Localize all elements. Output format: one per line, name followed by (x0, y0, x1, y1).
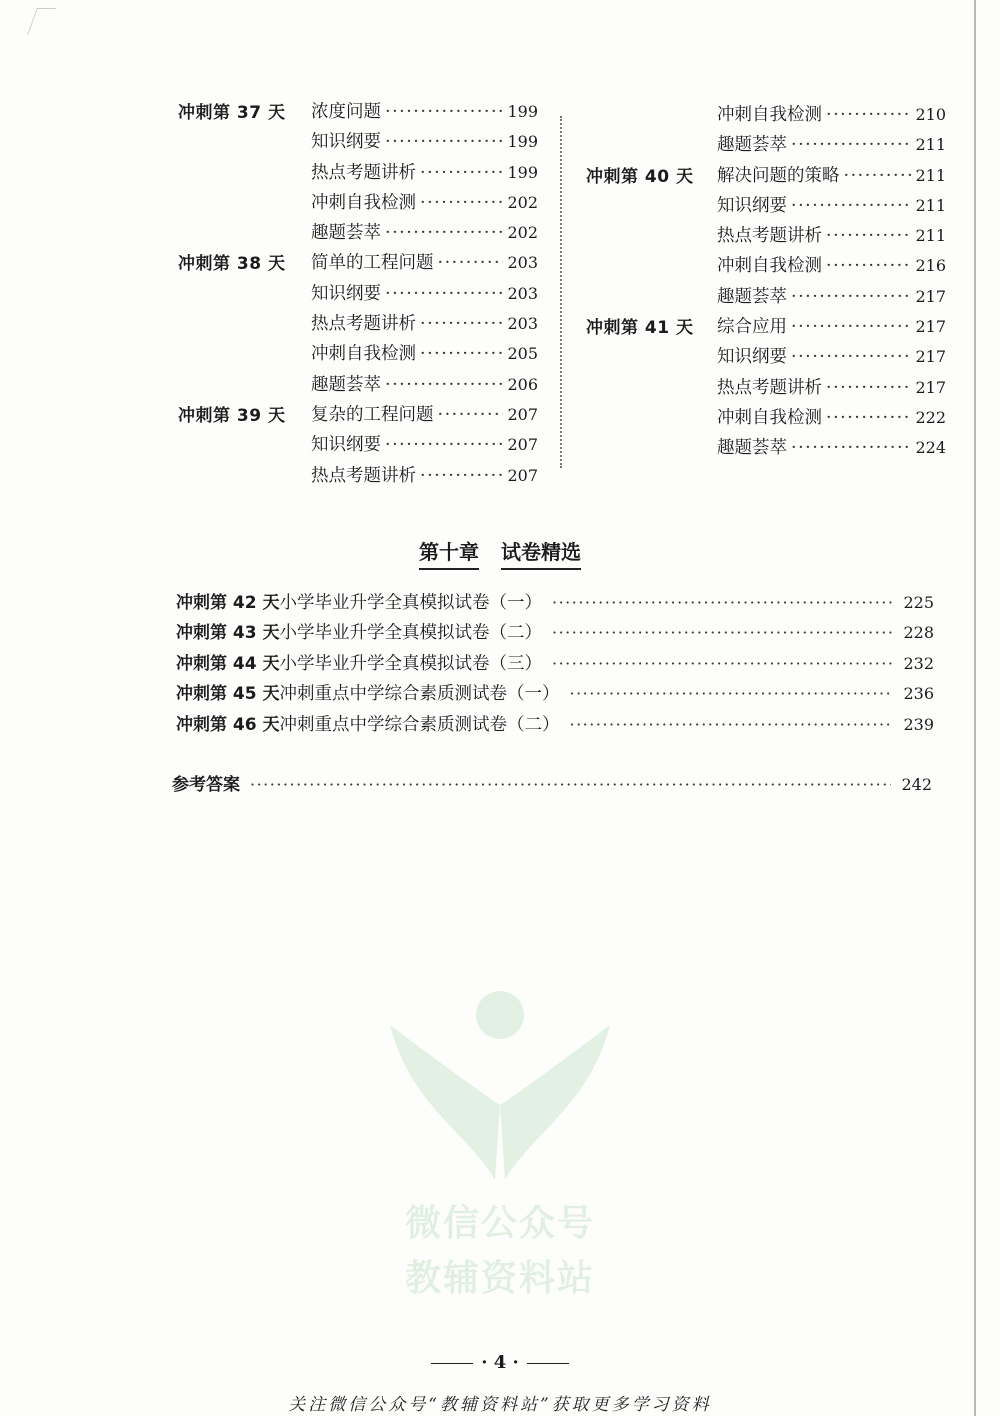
entry-title: 知识纲要 (717, 195, 787, 216)
exam-entry[interactable] (176, 710, 934, 740)
exam-title: 小学毕业升学全真模拟试卷（一） (279, 593, 542, 613)
toc-entry[interactable] (178, 310, 538, 340)
entry-page: 222 (915, 407, 946, 427)
toc-entry[interactable] (178, 371, 538, 401)
day-label: 冲刺第 38 天 (178, 254, 286, 275)
leader-dots (844, 166, 912, 186)
leader-dots (385, 223, 503, 243)
entry-title: 浓度问题 (311, 102, 381, 122)
day-label: 冲刺第 41 天 (586, 318, 694, 339)
toc-day-group (178, 249, 538, 400)
entry-page: 202 (507, 223, 538, 243)
leader-dots (791, 287, 911, 307)
toc-entry[interactable] (178, 219, 538, 249)
entry-title: 冲刺自我检测 (717, 256, 822, 277)
leader-dots (791, 347, 911, 367)
exam-entry[interactable] (176, 618, 934, 648)
entry-title: 简单的工程问题 (311, 253, 434, 274)
toc-entry[interactable] (586, 101, 946, 131)
toc-day-group (586, 101, 946, 162)
exam-entry[interactable] (176, 679, 934, 709)
leader-dots (570, 684, 894, 703)
entry-title: 趣题荟萃 (311, 374, 381, 395)
entry-page: 217 (915, 286, 946, 306)
leader-dots (826, 378, 911, 398)
toc-entry[interactable] (586, 283, 946, 313)
entry-title: 趣题荟萃 (717, 135, 787, 156)
entry-title: 热点考题讲析 (311, 162, 416, 183)
leader-dots (791, 196, 911, 216)
footer-note: 关注微信公众号“教辅资料站”获取更多学习资料 (288, 1395, 712, 1415)
leader-dots (826, 226, 911, 246)
toc-entry[interactable] (586, 222, 946, 252)
entry-page: 217 (915, 377, 946, 397)
entry-page: 217 (915, 347, 946, 367)
leader-dots (438, 253, 504, 273)
day-label: 冲刺第 42 天 (176, 593, 280, 613)
toc-day-group (586, 313, 946, 464)
day-label: 冲刺第 37 天 (178, 103, 286, 123)
toc-day-group (178, 401, 538, 492)
exam-page: 228 (903, 623, 934, 643)
day-label: 冲刺第 39 天 (178, 405, 286, 426)
entry-page: 199 (507, 102, 538, 121)
toc-entry[interactable] (586, 192, 946, 222)
watermark (370, 985, 630, 1315)
entry-title: 热点考题讲析 (311, 465, 416, 486)
watermark-line1: 微信公众号 (404, 1203, 595, 1244)
exam-title: 冲刺重点中学综合素质测试卷（二） (279, 714, 560, 735)
leader-dots (420, 344, 503, 364)
chapter-heading (0, 536, 1000, 570)
exam-title: 冲刺重点中学综合素质测试卷（一） (279, 684, 560, 705)
entry-page: 211 (915, 165, 946, 185)
sprout-logo-icon (370, 985, 630, 1185)
entry-title: 趣题荟萃 (717, 438, 787, 459)
entry-page: 216 (915, 256, 946, 276)
leader-dots (826, 256, 911, 276)
entry-title: 知识纲要 (311, 435, 381, 456)
entry-page: 203 (507, 283, 538, 303)
entry-title: 综合应用 (717, 317, 787, 338)
exam-list (176, 588, 934, 740)
leader-dots (791, 317, 911, 337)
toc-entry[interactable] (586, 404, 946, 434)
column-divider (560, 116, 562, 468)
entry-page: 211 (915, 195, 946, 215)
toc-right-column (586, 101, 946, 465)
leader-dots (552, 593, 893, 612)
answers-title: 参考答案 (172, 775, 240, 795)
entry-page: 211 (915, 226, 946, 246)
exam-entry[interactable] (176, 588, 934, 618)
leader-dots (420, 466, 503, 486)
toc-entry[interactable] (586, 434, 946, 464)
answers-entry[interactable] (172, 770, 932, 795)
entry-title: 热点考题讲析 (717, 226, 822, 247)
answers-page: 242 (901, 775, 932, 794)
entry-page: 203 (507, 314, 538, 334)
leader-dots (420, 163, 503, 183)
entry-title: 冲刺自我检测 (311, 344, 416, 365)
exam-page: 225 (903, 593, 934, 612)
leader-dots (420, 193, 503, 213)
entry-page: 202 (507, 192, 538, 212)
entry-title: 解决问题的策略 (717, 165, 840, 186)
entry-title: 冲刺自我检测 (311, 192, 416, 213)
toc-entry[interactable] (586, 374, 946, 404)
entry-title: 趣题荟萃 (717, 286, 787, 307)
toc-entry[interactable] (178, 159, 538, 189)
entry-title: 复杂的工程问题 (311, 404, 434, 425)
entry-title: 知识纲要 (717, 347, 787, 368)
leader-dots (385, 435, 503, 455)
toc-entry[interactable] (586, 343, 946, 373)
chapter-number: 第十章 (419, 536, 479, 570)
exam-entry[interactable] (176, 649, 934, 679)
entry-title: 知识纲要 (311, 132, 381, 153)
toc-entry[interactable] (178, 340, 538, 370)
entry-page: 199 (507, 162, 538, 182)
exam-title: 小学毕业升学全真模拟试卷（二） (279, 623, 542, 644)
leader-dots (385, 284, 503, 304)
entry-page: 207 (507, 404, 538, 424)
leader-dots (552, 654, 893, 673)
leader-dots (826, 408, 911, 428)
toc-entry[interactable] (586, 252, 946, 282)
chapter-title: 试卷精选 (501, 536, 581, 570)
leader-dots (791, 135, 911, 155)
entry-page: 210 (915, 105, 946, 124)
entry-page: 206 (507, 374, 538, 394)
day-label: 冲刺第 46 天 (176, 714, 280, 735)
toc-entry[interactable] (178, 189, 538, 219)
corner-mark (27, 8, 56, 35)
leader-dots (385, 375, 503, 395)
toc-day-group (178, 98, 538, 249)
entry-title: 知识纲要 (311, 283, 381, 304)
leader-dots (438, 405, 504, 425)
toc-entry[interactable] (586, 131, 946, 161)
entry-page: 199 (507, 132, 538, 152)
entry-page: 207 (507, 435, 538, 455)
entry-page: 217 (915, 317, 946, 337)
leader-dots (420, 314, 503, 334)
entry-title: 趣题荟萃 (311, 223, 381, 244)
entry-page: 211 (915, 135, 946, 155)
day-label: 冲刺第 43 天 (176, 623, 280, 644)
day-label: 冲刺第 40 天 (586, 166, 694, 187)
entry-page: 207 (507, 465, 538, 485)
day-label: 冲刺第 44 天 (176, 653, 280, 674)
toc-entry[interactable] (178, 128, 538, 158)
leader-dots (826, 105, 911, 125)
exam-page: 239 (903, 714, 934, 734)
page-edge-line (974, 0, 976, 1416)
exam-page: 232 (903, 653, 934, 673)
page-number: · 4 · (0, 1352, 1000, 1373)
watermark-line2: 教辅资料站 (404, 1258, 595, 1299)
entry-title: 热点考题讲析 (717, 377, 822, 398)
entry-title: 冲刺自我检测 (717, 407, 822, 428)
leader-dots (791, 438, 911, 458)
entry-title: 热点考题讲析 (311, 314, 416, 335)
exam-page: 236 (903, 684, 934, 704)
exam-title: 小学毕业升学全真模拟试卷（三） (279, 653, 542, 674)
page-number-value: 4 (493, 1352, 507, 1373)
leader-dots (385, 102, 503, 122)
toc-left-column (178, 98, 538, 492)
leader-dots (385, 132, 503, 152)
toc-entry[interactable] (178, 431, 538, 461)
toc-entry[interactable] (178, 280, 538, 310)
toc-day-group (586, 162, 946, 313)
entry-page: 203 (507, 253, 538, 273)
entry-page: 224 (915, 438, 946, 458)
entry-title: 冲刺自我检测 (717, 105, 822, 125)
leader-dots (570, 715, 894, 734)
day-label: 冲刺第 45 天 (176, 684, 280, 705)
entry-page: 205 (507, 344, 538, 364)
leader-dots (250, 775, 891, 794)
leader-dots (552, 623, 893, 642)
toc-entry[interactable] (178, 462, 538, 492)
